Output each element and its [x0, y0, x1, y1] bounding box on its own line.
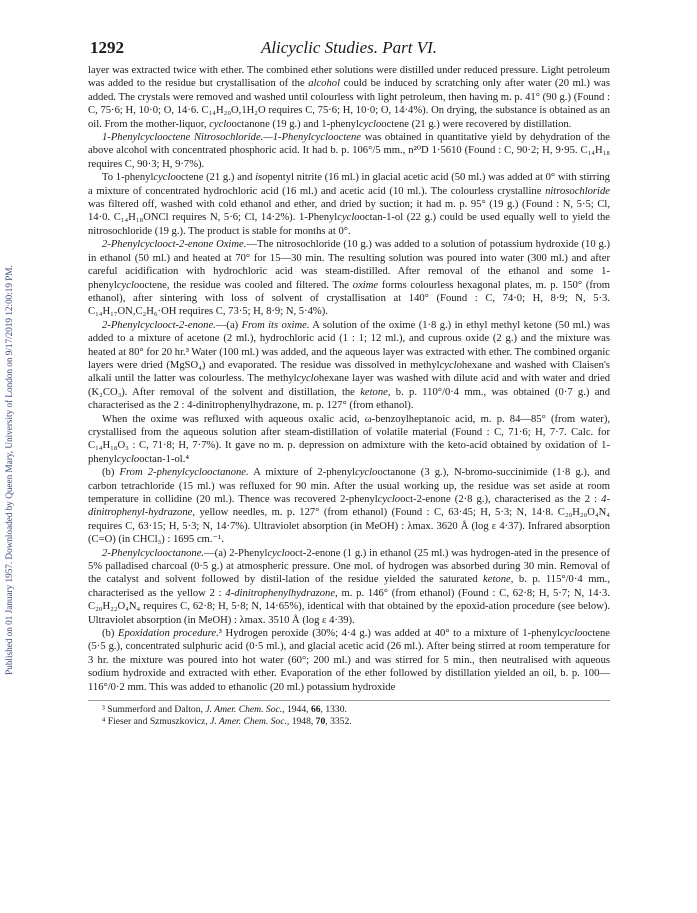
text-run: octene (21 g.) were recovered by distillation.	[381, 118, 572, 130]
text-run: cyclo	[377, 494, 401, 505]
text-run: cyclo	[267, 547, 290, 559]
text-run: was obtained in quantitative yield by dehydration of the above alcohol with concentrated phosphoric acid. It had b. p. 106°/5 mm., n²⁰D 1·5610 (Found : C, 90·2; H, 9·95. C₁₄H₁₈ requires C, 90·3; H, 9·7%).	[88, 132, 610, 170]
text-run: 66	[310, 704, 321, 716]
text-run: cyclo	[296, 373, 319, 385]
text-run: cyclo	[559, 628, 583, 640]
text-run: (b)	[102, 628, 118, 640]
text-run: A solution of the oxime (1·8 g.) in ethyl methyl ketone (50 ml.) was added to a mixture of acetone (2 ml.), hydrochloric acid (1 : 1; 12 ml.), and cuprous oxide (2 g.) and the mixture was heated at 80° for 20 hr.³ Water (100 ml.) was added, and the aqueous layer was extracted with ether. The combined organic layers were dried (MgSO₄) and evaporated. The residue was dissolved in methyl	[88, 319, 610, 371]
footnote	[102, 716, 610, 728]
text-run: forms colourless hexagonal plates, m. p. 150° (from ethanol), after sintering with loss of solvent of crystallisation at 140° (Found : C, 74·0; H, 8·9; N, 5·3. C₁₄H₁₇ON,C₂H₆·OH requires C, 73·5; H, 8·9; N, 5·4%).	[88, 279, 610, 318]
paragraph	[88, 319, 610, 413]
text-run: octene (5·5 g.), concentrated sulphuric acid (0·5 ml.), and glacial acetic acid (26 ml.). After being stirred at room temperature for 3 hr. the mixture was poured into hot water (60°; 200 ml.) and was stirred for 5 min., then neutralised with aqueous sodium hydroxide and extracted with ether. Evaporation of the ether followed by distillation yielded an oil, b. p. 100—116°/0·2 mm. This was added to ethanolic (20 ml.) potassium hydroxide	[88, 628, 610, 693]
text-run: —(a) 2-Phenyl	[204, 547, 268, 559]
journal-page	[88, 38, 610, 728]
text-run: ketone	[483, 574, 511, 586]
text-run: , b. p. 110°/0·4 mm., was obtained (0·7 g.) and characterised as the 2 : 4-dinitrophenylhydrazone, m. p. 127° (from ethanol).	[88, 386, 611, 412]
text-run: —The nitrosochloride (10 g.) was added to a solution of potassium hydroxide (10 g.) in ethanol (50 ml.) and heated at 70° for 15—30 min. The resulting solution was poured into water (300 ml.) and after careful acidification with hydrochloric acid was steam-distilled. After removal of the ethanol and some 1-phenyl	[88, 239, 610, 291]
text-run: —(a)	[215, 319, 242, 331]
download-watermark-text: Published on 01 January 1957. Downloaded by Queen Mary, University of London on 9/17/2019 12:00:19 PM.	[4, 265, 14, 675]
text-run: A mixture of 2-phenyl	[248, 467, 356, 479]
text-run: cyclo	[358, 118, 382, 130]
text-run: octanone (19 g.) and 1-phenyl	[231, 118, 359, 130]
text-run: , yellow needles, m. p. 127° (from ethanol) (Found : C, 63·45; H, 5·3; N, 14·8. C₂₀H₂₀O₄N₄ requires C, 63·15; H, 5·3; N, 14·7%). Ultraviolet absorption (in MeOH) : λmax. 3620 Å (log ε 4·37). Infrared absorption (C=O) (in CHCl₃) : 1695 cm.⁻¹.	[88, 507, 610, 546]
text-run: , 3352.	[325, 716, 352, 728]
text-run: alcohol	[308, 78, 341, 90]
text-run: hexane and washed with Claisen's alkali until the latter was colourless. The methyl	[88, 359, 610, 385]
page-number: 1292	[90, 38, 124, 57]
text-run: octan-1-ol (22 g.) could be used equally well to yield the nitrosochloride (19 g.). The product is stable for months at 0°.	[88, 212, 610, 237]
text-run: cyclo	[209, 118, 232, 130]
footnotes	[88, 704, 610, 728]
text-run: 4-dinitrophenylhydrazone	[225, 587, 336, 599]
article-body	[88, 64, 610, 694]
text-run: was filtered off, washed with cold ethanol and ether, and dried by suction; it had m. p. 95° (19 g.) (Found : N, 5·5; Cl, 14·0. C₁₄H₁₈ONCl requires N, 5·6; Cl, 14·2%). 1-Phenyl	[88, 199, 610, 224]
paragraph	[88, 64, 610, 131]
text-run: To 1-phenyl	[102, 172, 154, 184]
text-run: 2-Phenylcyclooctanone.	[102, 547, 205, 559]
text-run: 2-Phenylcyclooct-2-enone Oxime.	[102, 239, 247, 251]
text-run: ³ Hydrogen peroxide (30%; 4·4 g.) was added at 40° to a mixture of 1-phenyl	[218, 628, 560, 640]
text-run: oct-2-enone (2·8 g.), characterised as the 2 :	[400, 494, 602, 505]
text-run: When the oxime was refluxed with aqueous oxalic acid, ω-benzoylheptanoic acid, m. p. 84—85° (from water), crystallised from the aqueous solution after steam-distillation of volatile material (Found : C, 71·6; H, 7·7. Calc. for C₁₄H₁₈O₃ : C, 71·8; H, 7·7%). It gave no m. p. depression on admixture with the keto-acid obtained by oxidation of 1-phenyl	[88, 413, 610, 465]
text-run: octene (21 g.) and	[175, 172, 256, 184]
paragraph	[88, 171, 610, 238]
text-run: iso	[255, 172, 268, 184]
text-run: nitrosochloride	[545, 185, 610, 197]
text-run: From its oxime.	[241, 319, 310, 331]
page-header	[88, 38, 610, 64]
text-run: cyclo	[439, 359, 462, 371]
text-run: cyclo	[153, 172, 176, 184]
text-run: 1-Phenylcyclooctene Nitrosochloride.—1-Phenylcyclooctene	[102, 132, 361, 144]
text-run: ⁴ Fieser and Szmuszkovicz,	[102, 716, 211, 728]
text-run: , 1330.	[320, 704, 347, 716]
text-run: Epoxidation procedure.	[117, 628, 219, 640]
text-run: , 1944,	[282, 704, 311, 716]
paragraph	[88, 131, 610, 171]
text-run: 4-dinitrophenyl-hydrazone	[88, 494, 610, 519]
paragraph	[88, 466, 610, 546]
paragraph	[88, 413, 610, 467]
text-run: cyclo	[116, 453, 140, 465]
text-run: (b)	[102, 467, 120, 479]
text-run: octanone (3 g.), N-bromo-succinimide (1·8 g.), and carbon tetrachloride (15 ml.) was refluxed for 90 min. After the usual working up, the residue was set aside at room temperature in collidine (20 ml.). Thence was recovered 2-phenyl	[88, 467, 610, 505]
paragraph	[88, 238, 610, 318]
text-run: 70	[315, 716, 326, 728]
text-run: octene, the residue was cooled and filtered. The	[139, 279, 353, 291]
text-run: oxime	[352, 279, 379, 291]
paragraph	[88, 627, 610, 694]
text-run: ³ Summerford and Dalton,	[102, 704, 206, 716]
text-run: cyclo	[355, 467, 378, 479]
text-run: octan-1-ol.⁴	[139, 453, 190, 465]
text-run: pentyl nitrite (16 ml.) in glacial acetic acid (50 ml.) was added at 0° with stirring a mixture of concentrated hydrochloric acid (16 ml.) and acetic acid (10 ml.). The colourless crystalline	[88, 172, 610, 197]
download-watermark	[2, 90, 16, 850]
text-run: J. Amer. Chem. Soc.	[210, 716, 287, 728]
footnote	[102, 704, 610, 716]
text-run: J. Amer. Chem. Soc.	[205, 704, 283, 716]
paragraph	[88, 547, 610, 627]
text-run: ketone	[360, 386, 388, 398]
text-run: , b. p. 115°/0·4 mm., characterised as the yellow 2 :	[88, 574, 610, 599]
text-run: cyclo	[337, 212, 360, 224]
footnote-rule	[88, 700, 610, 701]
text-run: From 2-phenylcyclooctanone.	[119, 467, 249, 479]
text-run: layer was extracted twice with ether. The combined ether solutions were distilled under reduced pressure. Light petroleum was added to the residue but crystallisation of the	[88, 65, 610, 90]
text-run: cyclo	[116, 279, 140, 291]
text-run: , m. p. 146° (from ethanol) (Found : C, 62·8; H, 5·7; N, 14·3. C₂₀H₂₂O₄N₄ requires C, 62·8; H, 5·8; N, 14·65%), identical with that obtained by the epoxid-ation procedure (see below). Ultraviolet absorption (in MeOH) : λmax. 3510 Å (log ε 4·39).	[88, 587, 610, 626]
text-run: 2-Phenylcyclooct-2-enone.	[102, 319, 216, 331]
text-run: , 1948,	[286, 716, 316, 728]
text-run: hexane layer was washed with dilute acid and with water and dried (K₂CO₃). After removal of the solvent and distillation, the	[88, 373, 610, 398]
running-title: Alicyclic Studies. Part VI.	[260, 38, 438, 57]
text-run: could be induced by scratching only after water (20 ml.) was added. The crystals were removed and washed until colourless with light petroleum, then having m. p. 41° (90 g.) (Found : C, 75·6; H, 10·0; O, 14·6. C₁₄H₂₀O,1H₂O requires C, 75·6; H, 10·0; O, 14·4%). On drying, the substance is obtained as an oil. From the mother-liquor,	[88, 78, 610, 130]
text-run: oct-2-enone (1 g.) in ethanol (25 ml.) was hydrogen-ated in the presence of 5% palladised charcoal (0·5 g.) at atmospheric pressure. One mol. of hydrogen was absorbed during 30 min. Removal of the catalyst and solvent followed by distil-lation of the residue yielded the saturated	[88, 547, 610, 586]
